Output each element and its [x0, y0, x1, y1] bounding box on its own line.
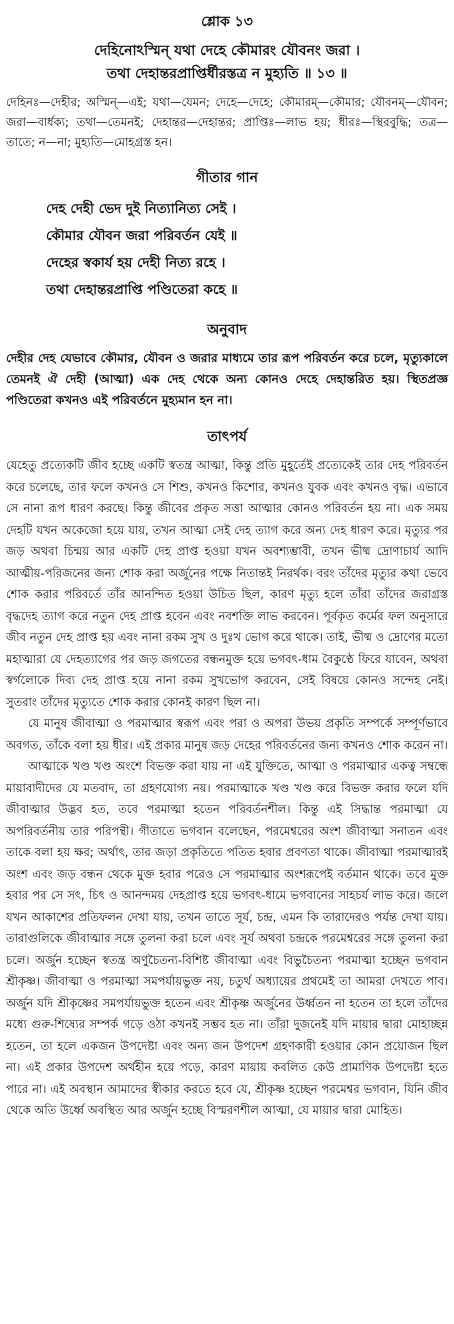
- song-verse: [6, 196, 448, 304]
- sanskrit-verse: [6, 40, 448, 86]
- translation-heading: অনুবাদ: [207, 322, 247, 338]
- word-synonyms: দেহিনঃ—দেহীর; অস্মিন্—এই; যথা—যেমন; দেহে—দেহে; কৌমারম্—কৌমার; যৌবনম্—যৌবন; জরা—বার্ধক্য; তথা—তেমনই; দেহান্তর—দেহান্তর; প্রাপ্তিঃ—লাভ হয়; ধীরঃ—স্থিরবুদ্ধি; তত্র—তাতে; ন—না; মুহ্যতি—মোহগ্রস্ত হন।: [6, 95, 448, 149]
- purport-paragraph: যেহেতু প্রত্যেকটি জীব হচ্ছে একটি স্বতন্ত্র আত্মা, কিন্তু প্রতি মুহূর্তেই প্রত্যেকেই তার দেহ পরিবর্তন করে চলেছে, তার ফলে কখনও সে শিশু, কখনও কিশোর, কখনও যুবক এবং কখনও বৃদ্ধ। এভাবে সে নানা রূপ ধারণ করছে। কিন্তু জীবের প্রকৃত সত্তা আত্মার কোনও পরিবর্তন হয় না। এক সময় দেহটি যখন অকেজো হয়ে যায়, তখন আত্মা সেই দেহ ত্যাগ করে অন্য দেহ ধারণ করে। মৃত্যুর পর জড় অথবা চিন্ময় আর একটি দেহ প্রাপ্ত হওয়া যখন অবশ্যম্ভাবী, তখন ভীষ্ম দ্রোণাচার্য আদি আত্মীয়-পরিজনের জন্য শোক করা অর্জুনের পক্ষে নিতান্তই নিরর্থক। বরং তাঁদের মৃত্যুর কথা ভেবে শোক করার পরিবর্তে তাঁর আনন্দিত হওয়া উচিত ছিল, কারণ মৃত্যু হলে তাঁরা তাঁদের জরাগ্রস্ত বৃদ্ধদেহ ত্যাগ করে নতুন দেহ প্রাপ্ত হবেন এবং নবশক্তি লাভ করবেন। পূর্বকৃত কর্মের ফল অনুসারে জীব নতুন দেহ প্রাপ্ত হয় এবং নানা রকম সুখ ও দুঃখ ভোগ করে থাকে। তাই, ভীষ্ম ও দ্রোণের মতো মহাত্মারা যে দেহত্যাগের পর জড় জগতের বন্ধনমুক্ত হয়ে ভগবৎ-ধাম বৈকুণ্ঠে ফিরে যাবেন, অথবা স্বর্গলোকে দিব্য দেহ প্রাপ্ত হয়ে নানা রকম সুখভোগ করবেন, সেই বিষয়ে কোনও সন্দেহ নেই। সুতরাং তাঁদের মৃত্যুতে শোক করার কোনই কারণ ছিল না।: [6, 458, 448, 709]
- sanskrit-line: তথা দেহান্তরপ্রাপ্তির্ধীরস্তত্র ন মুহ্যতি ॥ ১৩ ॥: [106, 66, 348, 82]
- sanskrit-line: দেহিনোঽস্মিন্ যথা দেহে কৌমারং যৌবনং জরা ।: [94, 43, 360, 59]
- song-heading: গীতার গান: [196, 170, 258, 186]
- song-line: তথা দেহান্তরপ্রাপ্তি পণ্ডিতেরা কহে ॥: [46, 282, 238, 298]
- translation-text: দেহীর দেহ যেভাবে কৌমার, যৌবন ও জরার মাধ্যমে তার রূপ পরিবর্তন করে চলে, মৃত্যুকালে তেমনই ঐ দেহী (আত্মা) এক দেহ থেকে অন্য কোনও দেহে দেহান্তরিত হয়। স্থিতপ্রজ্ঞ পণ্ডিতেরা কখনও এই পরিবর্তনে মুহ্যমান হন না।: [6, 351, 448, 407]
- song-line: দেহের স্বকার্য হয় দেহী নিত্য রহে ।: [46, 255, 226, 271]
- song-line: কৌমার যৌবন জরা পরিবর্তন যেই ॥: [46, 228, 238, 244]
- purport-heading: তাৎপর্য: [207, 429, 247, 445]
- purport-paragraph: যে মানুষ জীবাত্মা ও পরমাত্মার স্বরূপ এবং পরা ও অপরা উভয় প্রকৃতি সম্পর্কে সম্পূর্ণভাবে অবগত, তাঁকে বলা হয় ধীর। এই প্রকার মানুষ জড় দেহের পরিবর্তনের জন্য কখনও শোক করেন না।: [6, 716, 448, 752]
- purport-section: [6, 455, 448, 1122]
- song-line: দেহ দেহী ভেদ দুই নিত্যানিত্য সেই ।: [46, 201, 237, 217]
- translation-section: [6, 348, 448, 411]
- purport-paragraph: আত্মাকে খণ্ড খণ্ড অংশে বিভক্ত করা যায় না এই যুক্তিতে, আত্মা ও পরমাত্মার একত্ব সম্বন্ধে মায়াবাদীদের যে মতবাদ, তা গ্রহণযোগ্য নয়। পরমাত্মাকে খণ্ড খণ্ড করে বিভক্ত করার ফলে যদি জীবাত্মার উদ্ভব হত, তবে পরমাত্মা হতেন পরিবর্তনশীল। কিন্তু এই সিদ্ধান্ত পরমাত্মা যে অপরিবর্তনীয় তার পরিপন্থী। গীতাতে ভগবান বলেছেন, পরমেশ্বরের অংশ জীবাত্মা সনাতন এবং তাকে বলা হয় ক্ষর; অর্থাৎ, তার জড়া প্রকৃতিতে পতিত হবার প্রবণতা থাকে। জীবাত্মা পরমাত্মারই অংশ এবং জড় বন্ধন থেকে মুক্ত হবার পরেও সে পরমাত্মার অংশরূপেই বর্তমান থাকে। তবে মুক্ত হবার পর সে সৎ, চিৎ ও আনন্দময় দেহপ্রাপ্ত হয়ে ভগবৎ-ধামে ভগবানের সাহচর্য লাভ করে। জলে যখন আকাশের প্রতিফলন দেখা যায়, তখন তাতে সূর্য, চন্দ্র, এমন কি তারাদেরও পর্যন্ত দেখা যায়। তারাগুলিকে জীবাত্মার সঙ্গে তুলনা করা চলে এবং সূর্য অথবা চন্দ্রকে পরমেশ্বরের সঙ্গে তুলনা করা চলে। অর্জুন হচ্ছেন স্বতন্ত্র অণুচৈতন্য-বিশিষ্ট জীবাত্মা এবং বিভুচৈতন্য পরমাত্মা হচ্ছেন ভগবান শ্রীকৃষ্ণ। জীবাত্মা ও পরমাত্মা সমপর্যায়ভুক্ত নয়, চতুর্থ অধ্যায়ের প্রথমেই তা আমরা দেখতে পাব। অর্জুন যদি শ্রীকৃষ্ণের সমপর্যায়ভুক্ত হতেন এবং শ্রীকৃষ্ণ অর্জুনের উর্ধ্বতন না হতেন তা হলে তাঁদের মধ্যে গুরু-শিষ্যের সম্পর্ক গড়ে ওঠা কখনই সম্ভব হত না। তাঁরা দুজনেই যদি মায়ার দ্বারা মোহাচ্ছন্ন হতেন, তা হলে একজন উপদেষ্টা এবং অন্য জন উপদেশ গ্রহণকারী হওয়ার কোন প্রয়োজন ছিল না। এই প্রকার উপদেশ অর্থহীন হয়ে পড়ে, কারণ মায়ায় কবলিত কেউ প্রামাণিক উপদেষ্টা হতে পারে না। এই অবস্থান আমাদের স্বীকার করতে হবে যে, শ্রীকৃষ্ণ হচ্ছেন পরমেশ্বর ভগবান, যিনি জীব থেকে অতি উর্ধ্বে অবস্থিত আর অর্জুন হচ্ছে বিস্মরণশীল আত্মা, যে মায়ার দ্বারা মোহিত।: [6, 759, 448, 1117]
- verse-number: শ্লোক ১৩: [201, 14, 253, 30]
